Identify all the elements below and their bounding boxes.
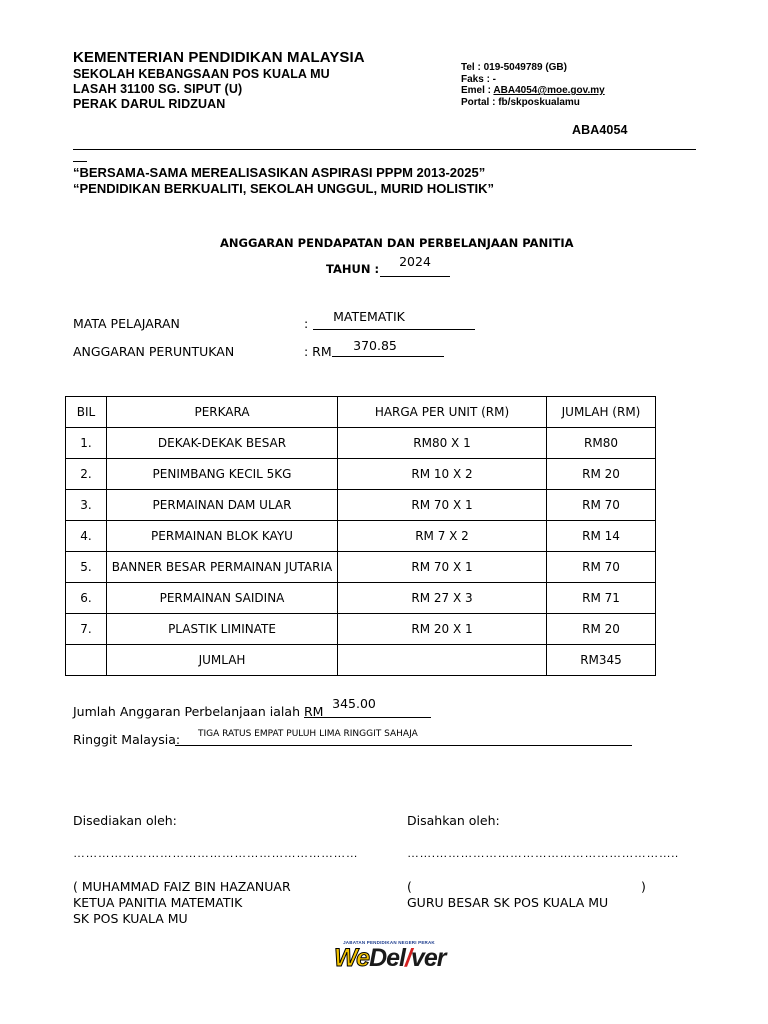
wedeliver-logo (334, 940, 444, 980)
expense-value: 345.00 (332, 696, 376, 711)
ringgit-value: TIGA RATUS EMPAT PULUH LIMA RINGGIT SAHAJA (198, 729, 418, 739)
prepared-role: KETUA PANITIA MATEMATIK (73, 895, 243, 910)
document-title: ANGGARAN PENDAPATAN DAN PERBELANJAAN PANITIA (220, 236, 574, 250)
year-label: TAHUN : (326, 262, 380, 276)
col-header-harga: HARGA PER UNIT (RM) (338, 397, 547, 428)
cell-perkara: PERMAINAN DAM ULAR (107, 490, 338, 521)
prepared-signature-line: …………………………………………………………… (73, 846, 359, 860)
table-header-row (66, 397, 656, 428)
cell-jumlah: RM 71 (547, 583, 656, 614)
col-header-jumlah: JUMLAH (RM) (547, 397, 656, 428)
cell-perkara: PERMAINAN BLOK KAYU (107, 521, 338, 552)
cell-perkara: PENIMBANG KECIL 5KG (107, 459, 338, 490)
table-row (66, 521, 656, 552)
header-divider (73, 149, 696, 150)
prepared-school: SK POS KUALA MU (73, 911, 188, 926)
cell-jumlah: RM 70 (547, 490, 656, 521)
approved-role: GURU BESAR SK POS KUALA MU (407, 895, 609, 910)
cell-jumlah: RM 20 (547, 459, 656, 490)
cell-bil: 1. (66, 428, 107, 459)
allocation-prefix: : RM (304, 344, 332, 359)
table-row (66, 552, 656, 583)
cell-bil: 6. (66, 583, 107, 614)
cell-bil: 4. (66, 521, 107, 552)
approved-by-label: Disahkan oleh: (407, 813, 500, 828)
logo-wordmark (334, 945, 444, 971)
prepared-by-label: Disediakan oleh: (73, 813, 177, 828)
approved-name-close: ) (641, 879, 646, 894)
col-header-perkara: PERKARA (107, 397, 338, 428)
cell-perkara: PERMAINAN SAIDINA (107, 583, 338, 614)
table-row (66, 459, 656, 490)
cell-bil: 2. (66, 459, 107, 490)
table-row (66, 428, 656, 459)
cell-jumlah: RM 14 (547, 521, 656, 552)
table-row (66, 490, 656, 521)
approved-signature-line: …….………………………………………………….. (407, 846, 679, 860)
subject-label: MATA PELAJARAN (73, 316, 180, 331)
subject-colon: : (304, 316, 309, 331)
prepared-name: ( MUHAMMAD FAIZ BIN HAZANUAR (73, 879, 291, 894)
cell-harga: RM 20 X 1 (338, 614, 547, 645)
header-divider-stub (73, 161, 87, 162)
contact-emel (461, 85, 605, 97)
cell-perkara: PLASTIK LIMINATE (107, 614, 338, 645)
cell-harga: RM80 X 1 (338, 428, 547, 459)
cell-empty (338, 645, 547, 676)
motto-line1: “BERSAMA-SAMA MEREALISASIKAN ASPIRASI PPPM 2013-2025” (73, 165, 486, 180)
contact-emel-label: Emel : (461, 85, 494, 96)
logo-caption: JABATAN PENDIDIKAN NEGERI PERAK (343, 940, 435, 945)
contact-faks: Faks : - (461, 73, 497, 85)
col-header-bil: BIL (66, 397, 107, 428)
allocation-value: 370.85 (353, 338, 397, 353)
cell-empty (66, 645, 107, 676)
motto-line2: “PENDIDIKAN BERKUALITI, SEKOLAH UNGGUL, MURID HOLISTIK” (73, 181, 495, 196)
school-address-line1: LASAH 31100 SG. SIPUT (U) (73, 82, 243, 96)
ringgit-label: Ringgit Malaysia: (73, 732, 181, 747)
cell-jumlah: RM 70 (547, 552, 656, 583)
table-total-row (66, 645, 656, 676)
cell-jumlah: RM80 (547, 428, 656, 459)
logo-del: Del (369, 944, 405, 972)
cell-harga: RM 7 X 2 (338, 521, 547, 552)
subject-value: MATEMATIK (333, 309, 405, 324)
logo-slash: / (404, 944, 411, 972)
logo-we: We (334, 944, 370, 972)
contact-block (461, 62, 605, 108)
expense-label: Jumlah Anggaran Perbelanjaan ialah RM (73, 704, 324, 719)
email-link[interactable]: ABA4054@moe.gov.my (493, 85, 605, 96)
year-value: 2024 (399, 254, 431, 269)
table-row (66, 583, 656, 614)
cell-bil: 5. (66, 552, 107, 583)
school-name: SEKOLAH KEBANGSAAN POS KUALA MU (73, 67, 330, 81)
cell-harga: RM 70 X 1 (338, 490, 547, 521)
contact-tel: Tel : 019-5049789 (GB) (461, 62, 567, 73)
ministry-name: KEMENTERIAN PENDIDIKAN MALAYSIA (73, 49, 365, 66)
allocation-label: ANGGARAN PERUNTUKAN (73, 344, 235, 359)
cell-bil: 7. (66, 614, 107, 645)
school-code: ABA4054 (572, 123, 628, 137)
cell-harga: RM 10 X 2 (338, 459, 547, 490)
cell-jumlah: RM 20 (547, 614, 656, 645)
total-label: JUMLAH (107, 645, 338, 676)
cell-bil: 3. (66, 490, 107, 521)
cell-harga: RM 27 X 3 (338, 583, 547, 614)
cell-harga: RM 70 X 1 (338, 552, 547, 583)
approved-name-open: ( (407, 879, 412, 894)
budget-table (65, 396, 656, 676)
school-address-line2: PERAK DARUL RIDZUAN (73, 97, 226, 111)
total-value: RM345 (547, 645, 656, 676)
table-row (66, 614, 656, 645)
cell-perkara: DEKAK-DEKAK BESAR (107, 428, 338, 459)
cell-perkara: BANNER BESAR PERMAINAN JUTARIA (107, 552, 338, 583)
contact-portal: Portal : fb/skposkualamu (461, 96, 580, 108)
logo-ver: ver (410, 944, 446, 972)
